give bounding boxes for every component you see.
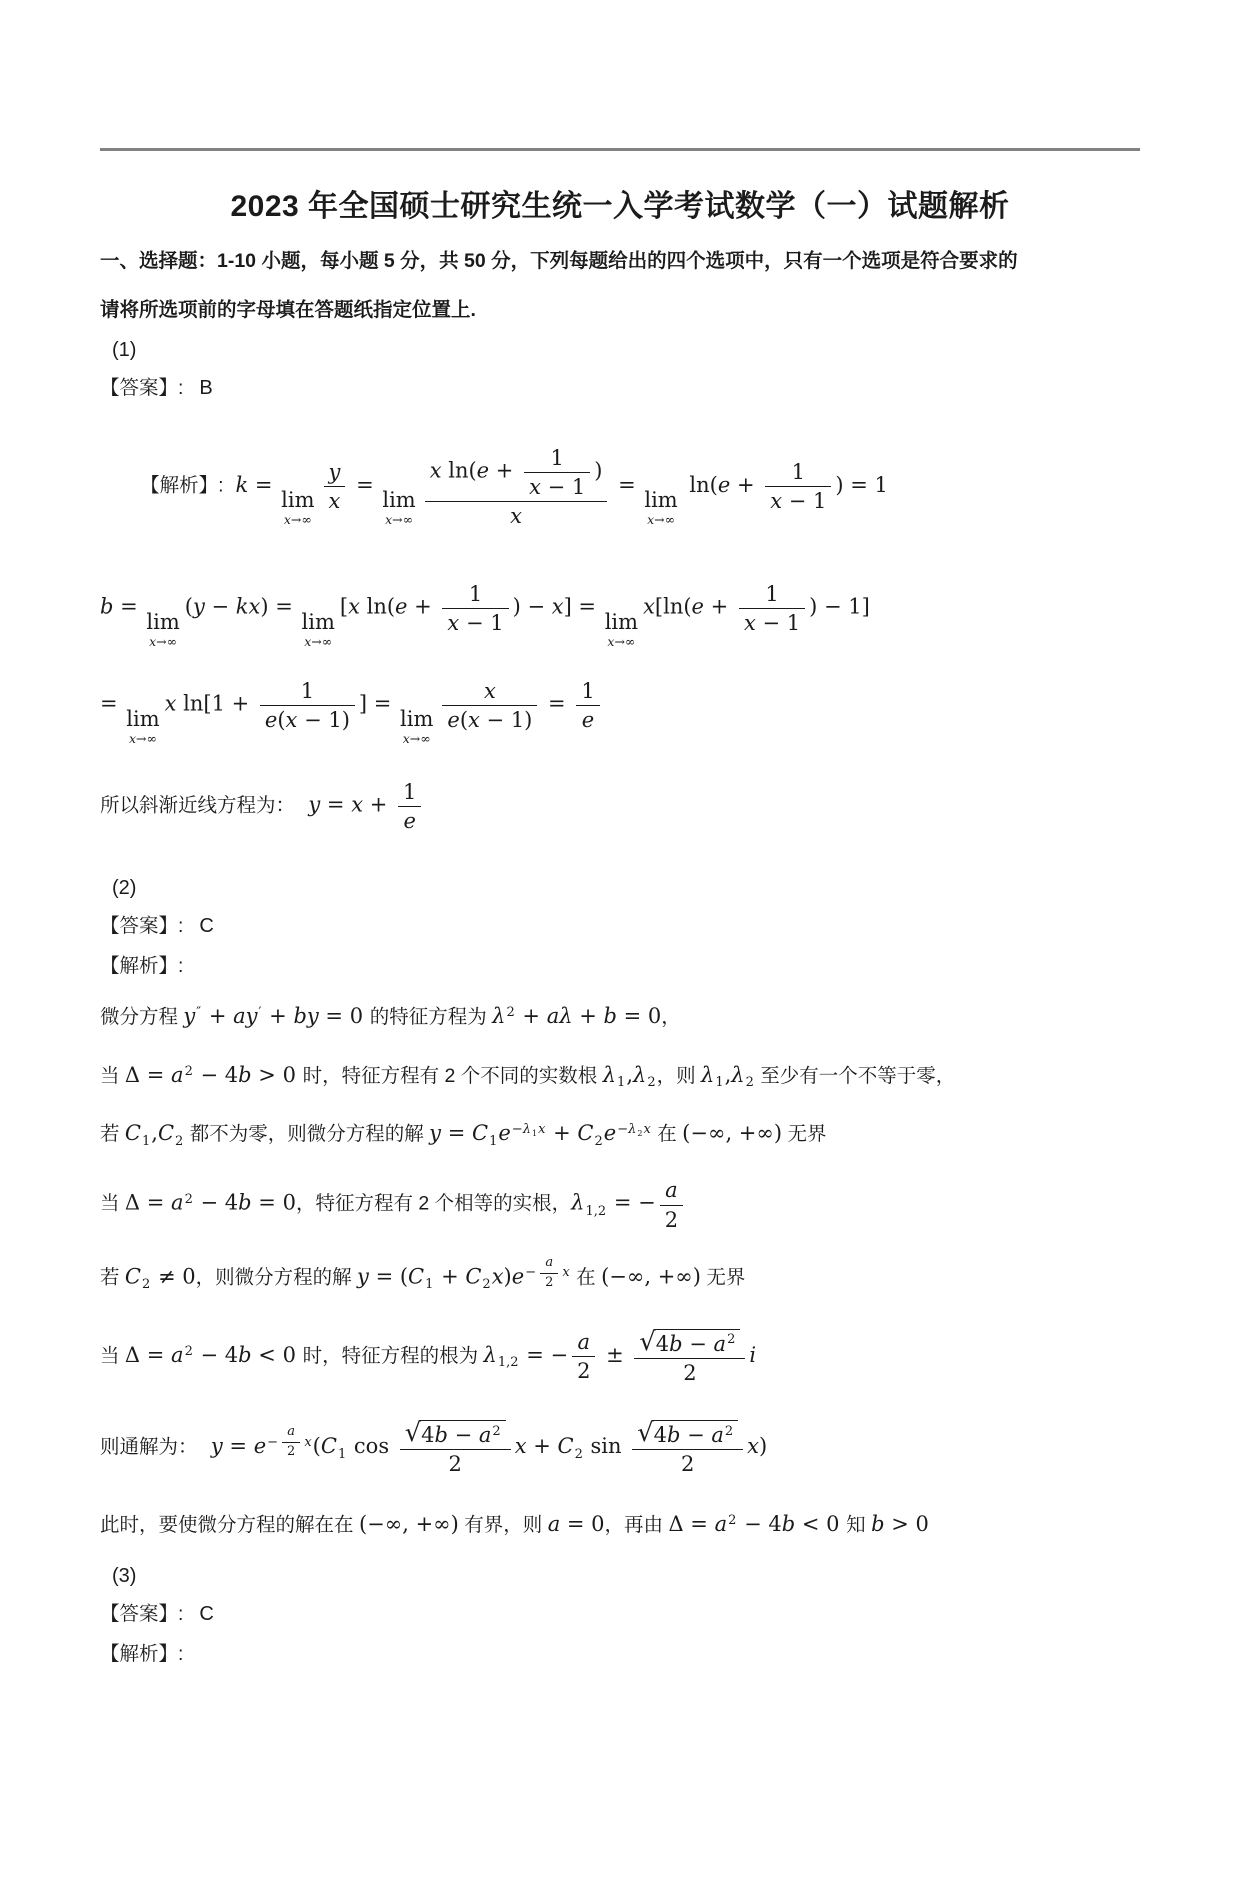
para-general-solution: 则通解为： $y = e^{- \frac{a}{2} x}(C_1$ cos √ $4b - a^2$ 2 $x + C_2$ sin √ $4b - a^2$ 2 x) [100,1418,768,1477]
formula-k-limit: k = lim x→∞ $\frac{y}{x}$ = lim x→∞ x ln(e + $\frac{1}{x - 1}$ ) x = lim x→∞ ln(e + $\frac{1}{x - 1}$ ) = 1 [235,446,888,529]
question-2-analysis-row [100,950,1150,978]
answer-value: B [199,376,213,399]
para-bounded-conclusion: 此时，要使微分方程的解在在 (−∞, +∞) 有界，则 a = 0，再由 $\Delta = a^2 - 4b < 0$ 知 b > 0 [100,1512,929,1537]
answer-label: 【答案】: [100,376,184,399]
intro-line-2: 请将所选项前的字母填在答题纸指定位置上. [100,299,476,322]
question-3-label: (3) [112,1564,137,1587]
answer-value: C [199,915,214,938]
question-2-answer-row [100,910,1150,938]
solutions-content [100,339,1150,1666]
analysis-label: 【解析】: [140,474,224,497]
para-characteristic-equation: 微分方程 y″ + ay′ + by = 0 的特征方程为 $\lambda^2 + a\lambda + b = 0$， [100,1004,681,1029]
intro-paragraph [100,249,1138,323]
para-delta-positive: 当 $\Delta = a^2 - 4b > 0$ 时，特征方程有 2 个不同的实数根 $\lambda_1,\lambda_2$，则 $\lambda_1,\lambda_2$ 至少有一个不等于零， [100,1062,956,1091]
analysis-label: 【解析】: [100,1642,184,1665]
question-1-answer-row [100,372,1150,400]
formula-b-continuation: = lim x→∞ x ln[1 + $\frac{1}{e(x - 1)}$ ] = lim x→∞ $\frac{x}{e(x - 1)}$ = $\frac{1}{e}$ [100,678,1150,745]
question-2-label: (2) [112,877,137,900]
page-title: 2023 年全国硕士研究生统一入学考试数学（一）试题解析 [230,190,1010,223]
formula-b-limit: b = lim x→∞ (y − kx) = lim x→∞ [x ln(e + $\frac{1}{x - 1}$ ) − x] = lim x→∞ x[ln(e + $\frac{1}{x - 1}$ ) − 1] [100,581,870,649]
answer-label: 【答案】: [100,915,184,938]
analysis-label: 【解析】: [100,955,184,978]
formula-asymptote-conclusion: 所以斜渐近线方程为： y = x + $\frac{1}{e}$ [100,779,1150,833]
question-3-answer-row [100,1598,1150,1626]
para-c2-nonzero: 若 $C_2 \ne 0$，则微分方程的解 $y = (C_1 + C_2x)e^{- \frac{a}{2} x}$ 在 (−∞, +∞) 无界 [100,1254,746,1292]
answer-value: C [199,1602,214,1625]
para-delta-zero: 当 $\Delta = a^2 - 4b = 0$，特征方程有 2 个相等的实根，$\lambda_{1,2}$ = − $\frac{a}{2}$ [100,1177,1150,1231]
document-page [0,148,1240,1666]
para-delta-negative: 当 $\Delta = a^2 - 4b < 0$ 时，特征方程的根为 $\lambda_{1,2}$ = − $\frac{a}{2}$ ± √ $4b - a^2$ 2 i [100,1327,757,1385]
intro-line-1: 一、选择题：1-10 小题，每小题 5 分，共 50 分，下列每题给出的四个选项中，只有一个选项是符合要求的 [100,250,1018,272]
question-3-analysis-row [100,1638,1150,1666]
header-rule [100,148,1140,151]
question-1-label: (1) [112,338,137,361]
answer-label: 【答案】: [100,1602,184,1625]
para-c1c2-nonzero: 若 $C_1,C_2$ 都不为零，则微分方程的解 $y = C_1e^{-\lambda_1x} + C_2e^{-\lambda_2x}$ 在 (−∞, +∞) 无界 [100,1121,827,1149]
question-1-analysis-row [100,416,1150,557]
